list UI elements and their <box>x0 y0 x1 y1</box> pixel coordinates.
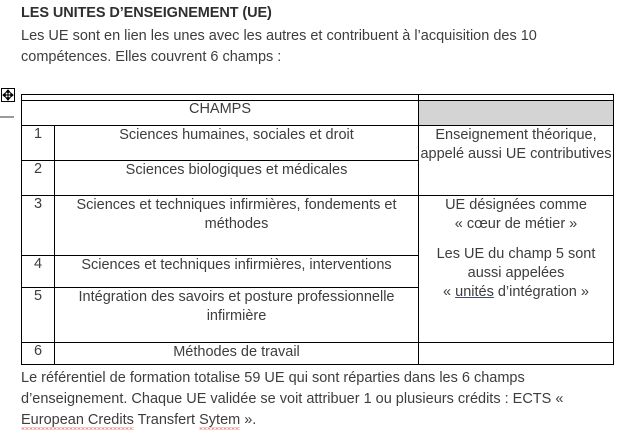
side-line-1: UE désignées comme <box>445 197 587 213</box>
side-line-gap <box>419 234 613 245</box>
row-label: Sciences et techniques infirmières, interventions <box>55 256 419 288</box>
row-label: Sciences humaines, sociales et droit <box>55 126 419 161</box>
side-line-5-underlined: unités <box>455 284 494 300</box>
row-number: 4 <box>22 256 55 288</box>
side-line-5-post: d’intégration » <box>493 284 589 300</box>
side-note-coeur-de-metier <box>419 196 614 343</box>
champs-table <box>21 94 614 365</box>
table-row <box>22 196 614 256</box>
footer-quote-close: ». <box>240 412 257 428</box>
move-cross-icon <box>2 89 14 101</box>
row-number: 5 <box>22 288 55 343</box>
table-row <box>22 126 614 161</box>
table-header-row <box>22 101 614 126</box>
footer-mid-text: Transfert <box>133 412 200 428</box>
row-label: Méthodes de travail <box>55 343 419 365</box>
side-line-2: « cœur de métier » <box>454 216 578 232</box>
page-title: LES UNITES D’ENSEIGNEMENT (UE) <box>21 5 272 21</box>
table-handle-stub <box>0 116 14 118</box>
row-number: 6 <box>22 343 55 365</box>
side-line-3: Les UE du champ 5 sont <box>436 246 596 262</box>
header-champs: CHAMPS <box>22 101 419 126</box>
row-number: 2 <box>22 161 55 196</box>
row-label: Intégration des savoirs et posture professionnelle infirmière <box>55 288 419 343</box>
footer-quote-open: « <box>555 391 564 407</box>
side-note-theorique: Enseignement théorique, appelé aussi UE contributives <box>419 126 614 196</box>
row-number: 1 <box>22 126 55 161</box>
side-note-empty <box>419 343 614 365</box>
footer-misspelled-sytem: Sytem <box>199 412 241 428</box>
row-label: Sciences et techniques infirmières, fondements et méthodes <box>55 196 419 256</box>
intro-paragraph: Les UE sont en lien les unes avec les autres et contribuent à l’acquisition des 10 compétences. Elles couvrent 6 champs : <box>21 28 537 65</box>
row-label: Sciences biologiques et médicales <box>55 161 419 196</box>
footer-text-a: Le référentiel de formation totalise 59 UE qui sont réparties dans les 6 champs d’enseignement. Chaque UE validée se voit attribuer 1 ou plusieurs crédits : ECTS <box>21 370 556 407</box>
side-line-4: aussi appelées <box>467 265 565 281</box>
table-move-handle[interactable] <box>1 88 15 102</box>
footer-misspelled-european-credits: European Credits <box>21 412 134 428</box>
header-side-gray <box>419 101 614 126</box>
table-row <box>22 343 614 365</box>
footer-paragraph <box>21 368 621 431</box>
side-line-5-pre: « <box>443 284 456 300</box>
row-number: 3 <box>22 196 55 256</box>
